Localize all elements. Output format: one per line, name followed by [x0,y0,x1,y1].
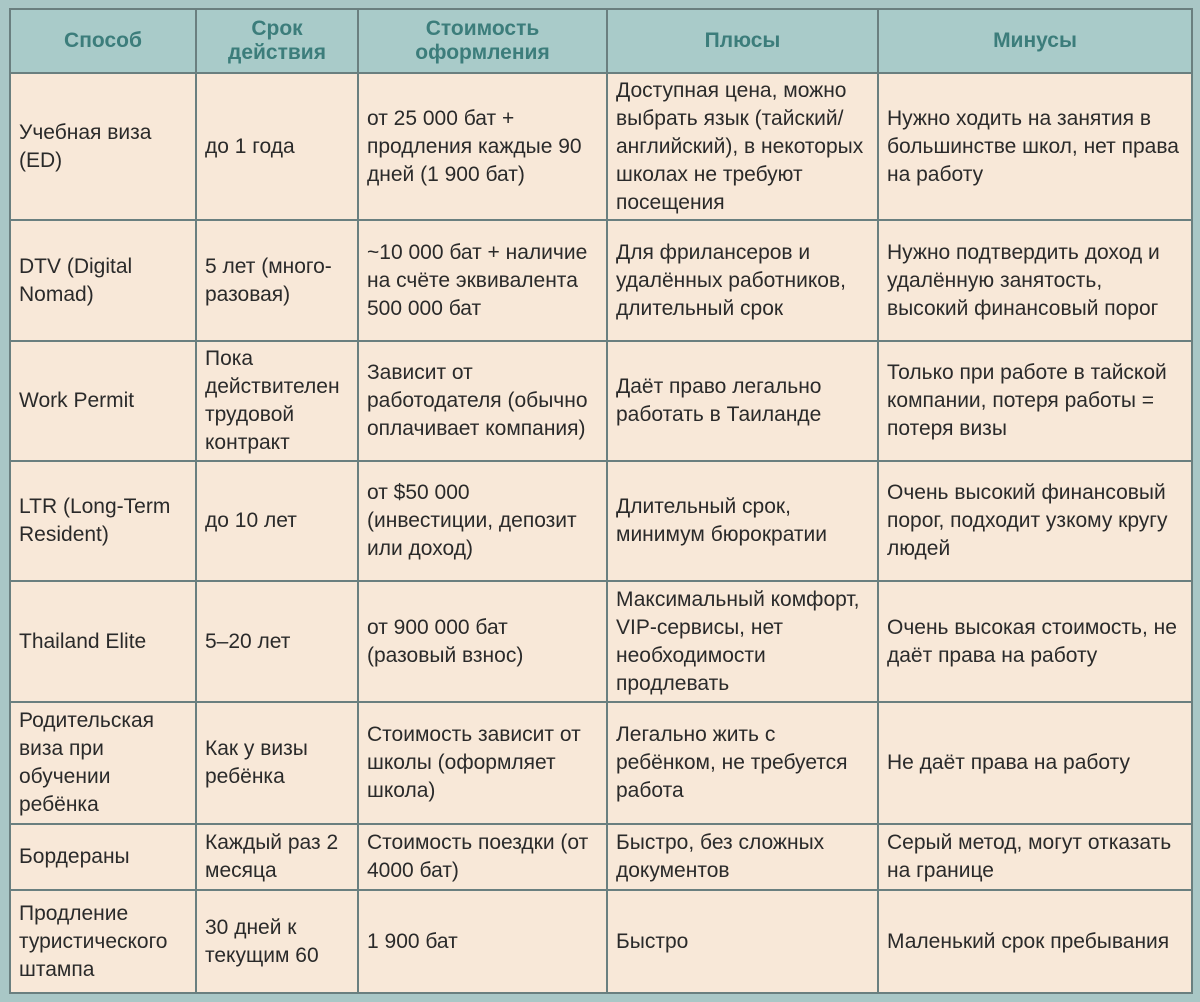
header-cons: Минусы [878,9,1192,73]
cell-pros: Доступная цена, можно выбрать язык (тайский/английский), в некоторых школах не требуют посещения [607,73,878,220]
cell-cost: Стоимость поездки (от 4000 бат) [358,824,607,890]
cell-method: Thailand Elite [10,581,196,702]
table-row [10,824,1192,890]
cell-validity: 5 лет (много-разовая) [196,220,358,341]
table-header-row [10,9,1192,73]
cell-cost: от $50 000 (инвестиции, депозит или доход) [358,461,607,581]
cell-validity: Каждый раз 2 месяца [196,824,358,890]
cell-validity: до 10 лет [196,461,358,581]
cell-validity: 30 дней к текущим 60 [196,890,358,993]
cell-pros: Для фрилансеров и удалённых работников, длительный срок [607,220,878,341]
cell-cost: от 900 000 бат (разовый взнос) [358,581,607,702]
cell-method: LTR (Long-Term Resident) [10,461,196,581]
cell-cost: Зависит от работодателя (обычно оплачивает компания) [358,341,607,461]
cell-validity: Пока действителен трудовой контракт [196,341,358,461]
table-row [10,461,1192,581]
cell-pros: Длительный срок, минимум бюрократии [607,461,878,581]
cell-cost: от 25 000 бат + продления каждые 90 дней (1 900 бат) [358,73,607,220]
cell-pros: Даёт право легально работать в Таиланде [607,341,878,461]
header-method: Способ [10,9,196,73]
cell-cost: Стоимость зависит от школы (оформляет школа) [358,702,607,824]
cell-method: Work Permit [10,341,196,461]
cell-cons: Только при работе в тайской компании, потеря работы = потеря визы [878,341,1192,461]
cell-method: Родительская виза при обучении ребёнка [10,702,196,824]
table-row [10,341,1192,461]
cell-pros: Легально жить с ребёнком, не требуется работа [607,702,878,824]
cell-pros: Максимальный комфорт, VIP-сервисы, нет необходимости продлевать [607,581,878,702]
cell-method: DTV (Digital Nomad) [10,220,196,341]
cell-method: Учебная виза (ED) [10,73,196,220]
cell-cons: Очень высокая стоимость, не даёт права на работу [878,581,1192,702]
cell-cons: Нужно ходить на занятия в большинстве школ, нет права на работу [878,73,1192,220]
cell-cost: ~10 000 бат + наличие на счёте эквивалента 500 000 бат [358,220,607,341]
cell-pros: Быстро, без сложных документов [607,824,878,890]
cell-validity: 5–20 лет [196,581,358,702]
table-row [10,73,1192,220]
cell-validity: до 1 года [196,73,358,220]
cell-method: Бордераны [10,824,196,890]
cell-cons: Серый метод, могут отказать на границе [878,824,1192,890]
cell-cost: 1 900 бат [358,890,607,993]
cell-validity: Как у визы ребёнка [196,702,358,824]
cell-method: Продление туристического штампа [10,890,196,993]
cell-pros: Быстро [607,890,878,993]
table-row [10,890,1192,993]
cell-cons: Очень высокий финансовый порог, подходит узкому кругу людей [878,461,1192,581]
visa-comparison-table [9,8,1193,994]
header-pros: Плюсы [607,9,878,73]
cell-cons: Нужно подтвердить доход и удалённую занятость, высокий финансовый порог [878,220,1192,341]
table-row [10,581,1192,702]
table-row [10,702,1192,824]
cell-cons: Маленький срок пребывания [878,890,1192,993]
table-row [10,220,1192,341]
header-validity: Срок действия [196,9,358,73]
header-cost: Стоимость оформления [358,9,607,73]
cell-cons: Не даёт права на работу [878,702,1192,824]
